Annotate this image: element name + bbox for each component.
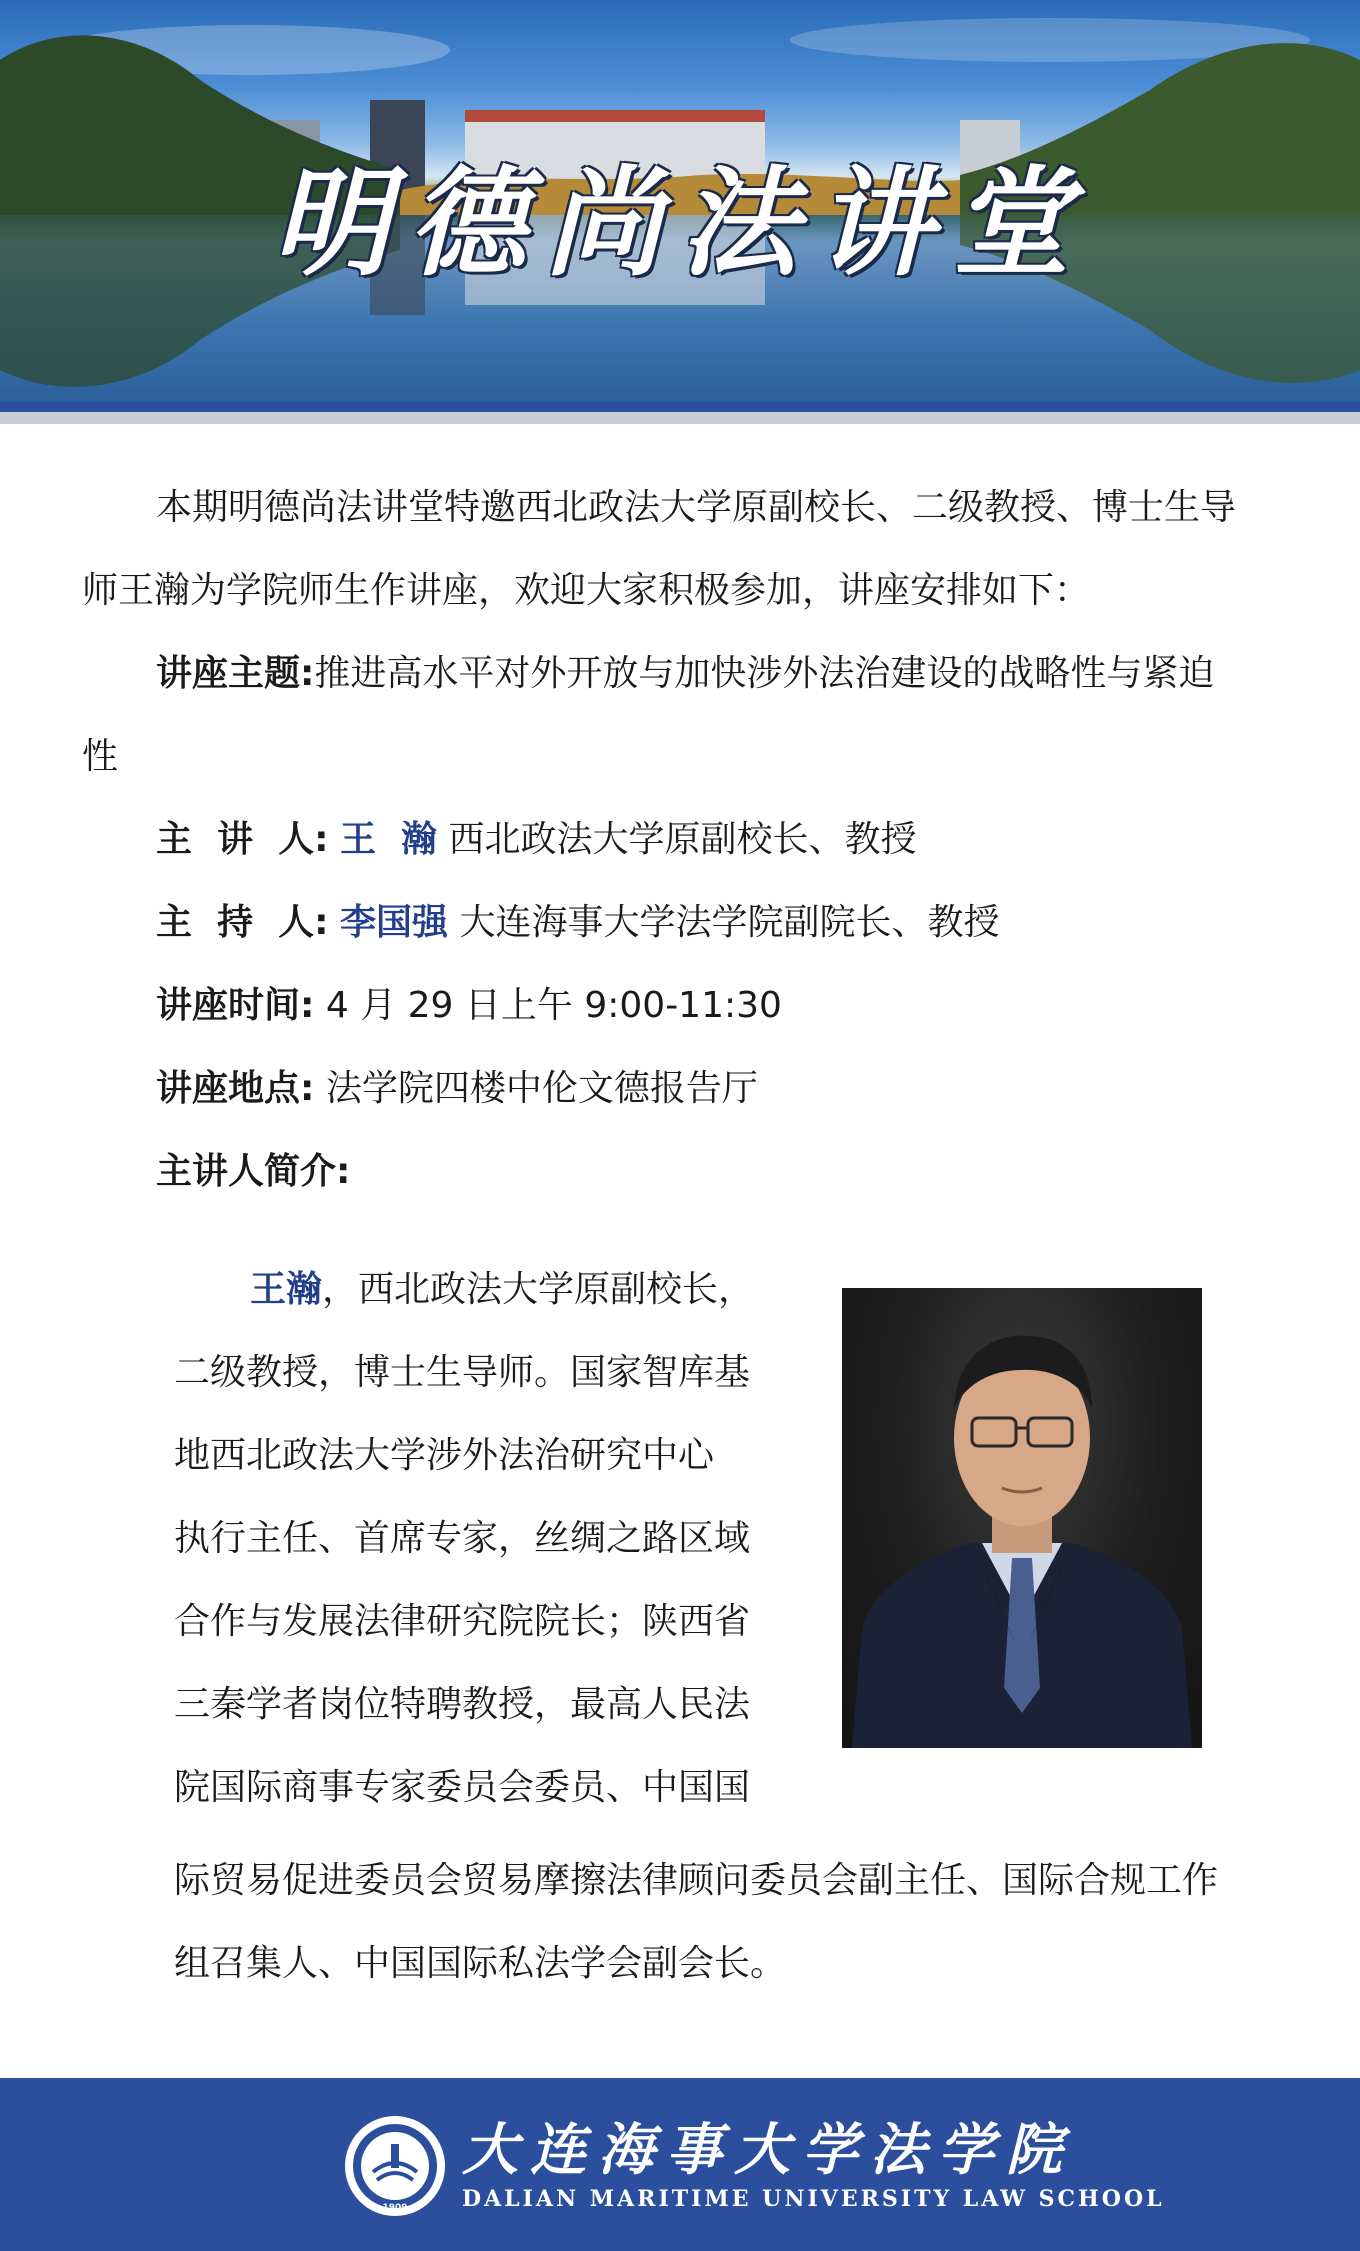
logo-year-text: 1909 xyxy=(382,2203,408,2213)
speaker-title: 西北政法大学原副校长、教授 xyxy=(448,819,917,860)
time-row xyxy=(156,980,782,1032)
host-name: 李国强 xyxy=(339,902,448,943)
footer-school-name-cn: 大连海事大学法学院 xyxy=(462,2117,1074,2183)
topic-value: 推进高水平对外开放与加快涉外法治建设的战略性与紧迫 xyxy=(314,653,1215,694)
speaker-name: 王 瀚 xyxy=(339,819,438,860)
bio-line-2: 二级教授，博士生导师。国家智库基 xyxy=(174,1352,751,1393)
footer-bar xyxy=(0,2078,1360,2251)
bio-speaker-name: 王瀚 xyxy=(250,1269,323,1310)
host-title: 大连海事大学法学院副院长、教授 xyxy=(459,902,1000,943)
banner-divider-gray xyxy=(0,412,1360,424)
header-banner xyxy=(0,0,1360,402)
intro-line-2: 师王瀚为学院师生作讲座，欢迎大家积极参加，讲座安排如下： xyxy=(82,570,1091,611)
university-logo-icon xyxy=(343,2114,447,2218)
venue-label: 讲座地点: xyxy=(156,1068,315,1109)
bio-line-6: 三秦学者岗位特聘教授，最高人民法 xyxy=(174,1684,751,1725)
banner-title: 明德尚法讲堂 xyxy=(271,153,1088,292)
topic-row xyxy=(156,648,1214,700)
host-label: 主 持 人: xyxy=(156,902,329,943)
bio-line-3: 地西北政法大学涉外法治研究中心 xyxy=(174,1435,715,1476)
time-label: 讲座时间: xyxy=(156,985,315,1026)
bio-line-9: 组召集人、中国国际私法学会副会长。 xyxy=(174,1943,787,1984)
venue-value: 法学院四楼中伦文德报告厅 xyxy=(325,1068,758,1109)
speaker-portrait xyxy=(842,1288,1202,1748)
bio-line-8: 际贸易促进委员会贸易摩擦法律顾问委员会副主任、国际合规工作 xyxy=(174,1860,1219,1901)
venue-row xyxy=(156,1063,758,1115)
banner-divider-blue xyxy=(0,402,1360,412)
time-value: 4 月 29 日上午 9:00-11:30 xyxy=(325,985,782,1026)
bio-line-4: 执行主任、首席专家，丝绸之路区域 xyxy=(174,1518,751,1559)
topic-label: 讲座主题: xyxy=(156,653,315,694)
bio-line-7: 院国际商事专家委员会委员、中国国 xyxy=(174,1767,751,1808)
speaker-row xyxy=(156,814,917,866)
bio-line-5: 合作与发展法律研究院院长；陕西省 xyxy=(174,1601,751,1642)
host-row xyxy=(156,897,999,949)
topic-value-continued: 性 xyxy=(82,736,119,777)
bio-line-1-text: ，西北政法大学原副校长， xyxy=(322,1269,755,1310)
bio-line-1 xyxy=(250,1264,754,1316)
portrait-illustration xyxy=(842,1288,1202,1748)
footer-school-name-en: DALIAN MARITIME UNIVERSITY LAW SCHOOL xyxy=(462,2186,1165,2212)
bio-heading: 主讲人简介: xyxy=(156,1151,351,1192)
intro-line-1: 本期明德尚法讲堂特邀西北政法大学原副校长、二级教授、博士生导 xyxy=(156,487,1237,528)
speaker-label: 主 讲 人: xyxy=(156,819,329,860)
